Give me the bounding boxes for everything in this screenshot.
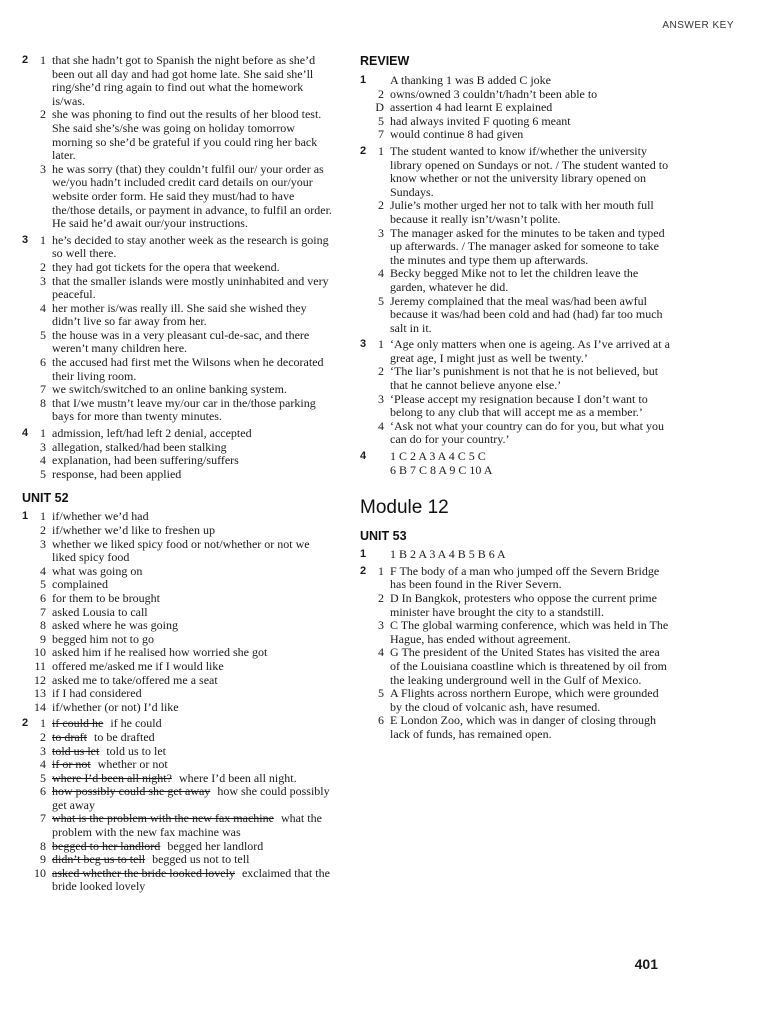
exercise-number: 1 [22,510,29,523]
answer-item [22,578,334,592]
answer-text: 1 C 2 A 3 A 4 C 5 C [390,449,486,464]
item-number: 4 [40,300,46,315]
answer-item [22,701,334,715]
struck-answer: how possibly could she get away [52,784,211,799]
answer-item [360,365,672,392]
item-number: 7 [40,811,46,826]
answer-text: A thanking 1 was B added C joke [390,73,551,87]
answer-text: offered me/asked me if I would like [52,658,224,673]
struck-answer: what is the problem with the new fax machine [52,811,274,826]
answer-text: Jeremy complained that the meal was/had been awful because it was/had been cold and had (had) far too much salt in it. [390,293,663,335]
answer-text: asked Lousia to call [52,604,148,619]
unit-heading: UNIT 53 [360,529,407,544]
answer-item [360,450,672,464]
answer-text: to be drafted [94,729,155,744]
item-number: 4 [378,645,384,660]
item-number: 4 [378,418,384,433]
answer-item [22,646,334,660]
item-number: 2 [378,364,384,379]
item-number: 2 [378,198,384,213]
answer-item [22,302,334,329]
item-number: 1 [378,143,384,158]
answer-text: E London Zoo, which was in danger of closing through lack of funds, has remained open. [390,713,656,741]
page-number: 401 [634,956,658,972]
item-number: 3 [40,161,46,176]
item-number: 5 [378,293,384,308]
exercise-number: 4 [22,427,29,440]
answer-item [22,441,334,455]
answer-text: ‘Ask not what your country can do for you, but what you can do for your country.’ [390,418,664,447]
answer-text: that I/we mustn’t leave my/our car in the/those parking bays for more than twenty minutes. [52,395,316,424]
answer-text: begged him not to go [52,631,154,646]
answer-item [360,227,672,268]
item-number: 12 [34,672,46,687]
item-number: 5 [40,770,46,785]
answer-item [360,115,672,129]
item-number: 5 [378,686,384,701]
answer-text: D In Bangkok, protesters who oppose the current prime minister have brought the city to a standstill. [390,591,657,619]
answer-item [22,785,334,812]
module-heading: Module 12 [360,497,449,519]
answer-item [360,420,672,447]
item-number: 2 [40,107,46,122]
answer-item [22,565,334,579]
exercise-block [22,234,334,424]
item-number: 6 [40,784,46,799]
answer-item [360,128,672,142]
answer-text: The student wanted to know if/whether the university library opened on Sundays or not. / The student wanted to know whether or not the university library opened on Sundays. [390,143,669,199]
answer-text: he’s decided to stay another week as the research is going so well there. [52,232,329,261]
answer-item [360,646,672,687]
answer-item [22,163,334,231]
answer-text: if/whether we’d like to freshen up [52,523,215,537]
item-number: 3 [378,391,384,406]
answer-text: how she could possibly get away [52,784,330,812]
answer-item [360,619,672,646]
answer-text: they had got tickets for the opera that weekend. [52,259,280,274]
answer-item [360,88,672,102]
item-number: 2 [378,591,384,605]
struck-answer: told us let [52,743,100,758]
answer-item [22,772,334,786]
answer-item [360,565,672,592]
answer-text: asked where he was going [52,618,178,633]
item-number: 1 [378,563,384,578]
answer-text: would continue 8 had given [390,127,524,142]
exercise-number: 1 [360,74,367,86]
answer-text: exclaimed that the bride looked lovely [52,865,330,894]
item-number: 1 [378,337,384,352]
item-number: 4 [40,757,46,772]
answer-item [22,538,334,565]
answer-item [22,731,334,745]
answer-item [22,275,334,302]
struck-answer: didn’t beg us to tell [52,852,146,867]
answer-text: ‘Age only matters when one is ageing. As I’ve arrived at a great age, I might just as well be twenty.’ [390,337,670,365]
item-number: 1 [40,53,46,67]
answer-item [22,454,334,468]
exercise-number: 2 [22,717,29,730]
exercise-block [360,548,672,562]
item-number: 3 [378,618,384,633]
answer-item [360,295,672,336]
item-number: 6 [378,713,384,728]
item-number: 6 [40,355,46,370]
answer-item [22,840,334,854]
answer-text: that the smaller islands were mostly uninhabited and very peaceful. [52,273,329,302]
struck-answer: if or not [52,757,91,772]
answer-item [22,867,334,894]
answer-text: asked him if he realised how worried she got [52,645,268,660]
exercise-number: 2 [360,144,367,157]
item-number: 5 [40,577,46,592]
answer-text: where I’d been all night. [178,770,297,785]
answer-text: assertion 4 had learnt E explained [390,100,553,115]
item-number: 10 [34,865,46,880]
answer-text: he was sorry (that) they couldn’t fulfil our/ your order as we/you hadn’t included credit card details on our/your website order form. He said they must/had to have the/those details, or payment in advance, to fulfil an order. He said he’d await our/your instructions. [52,161,332,231]
answer-item [22,356,334,383]
answer-text: if he could [110,716,162,731]
answer-text: complained [52,577,108,592]
item-number: 2 [40,729,46,744]
item-number: 5 [40,466,46,481]
answer-text: she was phoning to find out the results of her blood test. She said she’s/she was going on holiday tomorrow morning so she’d be grateful if you could ring her back later. [52,107,322,163]
exercise-number: 2 [22,54,29,66]
answer-item [22,427,334,441]
item-number: 3 [40,743,46,758]
exercise-number: 2 [360,564,367,577]
exercise-block [360,338,672,447]
answer-text: whether we liked spicy food or not/whether or not we liked spicy food [52,536,310,565]
right-column [360,54,672,745]
struck-answer: if could he [52,716,104,731]
answer-text: asked me to take/offered me a seat [52,672,218,687]
item-number: 4 [40,453,46,468]
answer-text: for them to be brought [52,590,160,605]
answer-text: told us to let [106,743,167,758]
item-number: 5 [40,327,46,342]
item-number: 6 [40,590,46,605]
answer-text: G The president of the United States has visited the area of the Louisiana coastline which is threatened by oil from the leaking underground well in the Gulf of Mexico. [390,645,667,687]
struck-answer: where I’d been all night? [52,770,172,785]
answer-item [22,745,334,759]
item-number: 1 [40,232,46,247]
answer-text: the accused had first met the Wilsons when he decorated their living room. [52,355,324,383]
answer-item [360,687,672,714]
answer-item [360,464,672,478]
answer-text: whether or not [97,757,168,772]
item-number: 4 [378,266,384,281]
answer-item [22,717,334,731]
answer-text: 6 B 7 C 8 A 9 C 10 A [390,462,493,477]
answer-text: owns/owned 3 couldn’t/hadn’t been able to [390,86,598,101]
answer-text: what the problem with the new fax machine was [52,811,322,840]
item-number: 2 [40,259,46,274]
answer-text: if/whether (or not) I’d like [52,699,179,714]
answer-text: F The body of a man who jumped off the Severn Bridge has been found in the River Severn. [390,563,660,592]
answer-item [22,674,334,688]
answer-item [22,758,334,772]
item-number: 3 [40,536,46,551]
exercise-block [22,54,334,231]
exercise-number: 3 [360,338,367,351]
exercise-block [360,565,672,742]
item-number: D [375,100,384,115]
item-number: 9 [40,852,46,867]
answer-text: allegation, stalked/had been stalking [52,439,227,454]
running-header: ANSWER KEY [662,20,734,31]
item-number: 8 [40,618,46,633]
answer-item [22,54,334,108]
exercise-number: 4 [360,450,367,463]
exercise-block [22,427,334,481]
exercise-number: 1 [360,548,367,561]
item-number: 5 [378,113,384,128]
item-number: 10 [34,645,46,660]
answer-text: The manager asked for the minutes to be taken and typed up afterwards. / The manager asked for someone to take the minutes and type them up afterwards. [390,225,665,267]
answer-text: that she hadn’t got to Spanish the night before as she’d been out all day and had got home late. She said she’ll ring/she’d ring again to find out what the homework is/was. [52,53,316,108]
answer-item [360,338,672,365]
answer-text: Becky begged Mike not to let the children leave the garden, whatever he did. [390,266,639,294]
answer-item [360,548,672,562]
answer-item [22,524,334,538]
answer-text: we switch/switched to an online banking system. [52,382,287,397]
item-number: 4 [40,563,46,578]
exercise-block [360,450,672,477]
answer-item [22,687,334,701]
item-number: 11 [34,658,46,673]
unit-heading: UNIT 52 [22,491,69,506]
answer-text: explanation, had been suffering/suffers [52,453,239,468]
exercise-block [22,510,334,714]
item-number: 3 [40,273,46,288]
answer-text: begged us not to tell [152,852,250,867]
answer-text: if I had considered [52,686,142,701]
answer-item [360,199,672,226]
answer-item [360,592,672,619]
answer-text: ‘The liar’s punishment is not that he is not believed, but that he cannot believe anyone else.’ [390,364,659,393]
exercise-number: 3 [22,233,29,246]
section-heading: REVIEW [360,54,410,68]
answer-item [22,383,334,397]
answer-item [22,633,334,647]
answer-text: response, had been applied [52,466,182,481]
item-number: 9 [40,631,46,646]
item-number: 2 [378,86,384,101]
answer-item [22,468,334,482]
answer-item [360,145,672,199]
answer-text: her mother is/was really ill. She said she wished they didn’t live so far away from her. [52,300,307,329]
struck-answer: asked whether the bride looked lovely [52,865,235,880]
answer-text: if/whether we’d had [52,509,149,524]
answer-item [360,393,672,420]
item-number: 1 [40,426,46,441]
answer-text: C The global warming conference, which was held in The Hague, has ended without agreement. [390,618,669,646]
answer-item [22,606,334,620]
item-number: 1 [40,509,46,524]
answer-text: A Flights across northern Europe, which were grounded by the cloud of volcanic ash, have resumed. [390,686,659,714]
answer-item [22,510,334,524]
answer-item [22,592,334,606]
answer-text: 1 B 2 A 3 A 4 B 5 B 6 A [390,547,506,562]
exercise-block [360,74,672,142]
answer-item [22,261,334,275]
answer-text: admission, left/had left 2 denial, accepted [52,426,252,441]
answer-item [22,234,334,261]
answer-text: the house was in a very pleasant cul-de-sac, and there weren’t many children here. [52,327,310,356]
item-number: 7 [40,382,46,397]
item-number: 14 [34,699,46,714]
answer-item [22,397,334,424]
answer-text: ‘Please accept my resignation because I don’t want to belong to any club that will accept me as a member.’ [390,391,648,420]
answer-text: Julie’s mother urged her not to talk with her mouth full because it really isn’t/wasn’t polite. [390,198,654,226]
item-number: 13 [34,686,46,701]
item-number: 3 [40,439,46,454]
answer-item [22,812,334,839]
answer-text: what was going on [52,563,143,578]
exercise-block [360,145,672,335]
answer-item [22,108,334,162]
answer-text: begged her landlord [167,838,264,853]
item-number: 2 [40,523,46,537]
item-number: 7 [378,127,384,142]
answer-text: had always invited F quoting 6 meant [390,113,571,128]
item-number: 8 [40,838,46,853]
item-number: 3 [378,225,384,240]
answer-item [360,74,672,88]
item-number: 1 [40,716,46,731]
answer-item [22,329,334,356]
answer-item [360,267,672,294]
answer-item [360,101,672,115]
answer-item [22,619,334,633]
answer-item [22,853,334,867]
item-number: 7 [40,604,46,619]
answer-item [22,660,334,674]
struck-answer: to draft [52,729,87,744]
item-number: 8 [40,395,46,410]
answer-item [360,714,672,741]
struck-answer: begged to her landlord [52,838,161,853]
left-column [22,54,334,897]
exercise-block [22,717,334,894]
